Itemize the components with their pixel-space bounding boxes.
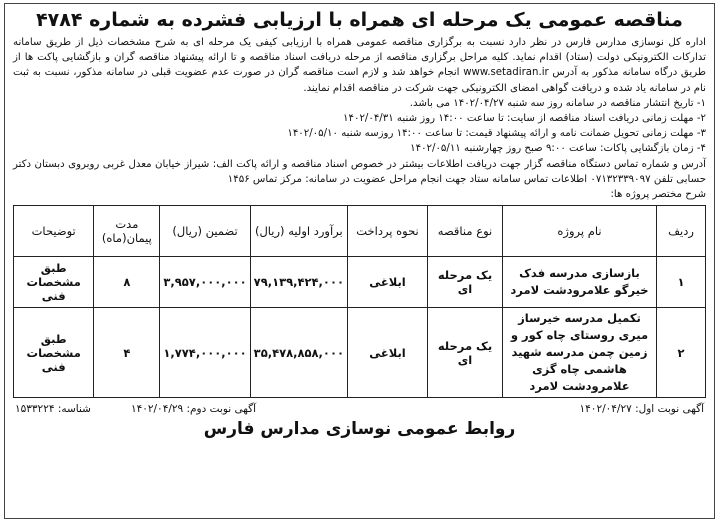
table-header-row [14,206,706,257]
cell-tender-type: یک مرحله ای [428,257,503,308]
header-estimate: برآورد اولیه (ریال) [250,206,347,257]
cell-project: تکمیل مدرسه خیرساز میری روستای چاه کور و زمین چمن مدرسه شهید هاشمی چاه گزی علامرودشت لامرد [503,308,657,398]
schedule-item: ۲- مهلت زمانی دریافت اسناد مناقصه از سایت: تا ساعت ۱۴:۰۰ روز شنبه ۱۴۰۲/۰۴/۳۱ [343,113,706,125]
table-row [14,308,706,398]
signature: روابط عمومی نوسازی مدارس فارس [203,419,516,440]
schedule-list [13,96,706,157]
cell-estimate: ۳۵,۴۷۸,۸۵۸,۰۰۰ [250,308,347,398]
footer-left-group [15,403,256,415]
cell-row-no: ۱ [657,257,706,308]
header-row-no: ردیف [657,206,706,257]
schedule-item: ۱- تاریخ انتشار مناقصه در سامانه روز سه شنبه ۱۴۰۲/۰۴/۲۷ می باشد. [409,97,706,109]
notice-title: مناقصه عمومی یک مرحله ای همراه با ارزیابی فشرده به شماره ۴۷۸۴ [36,9,683,31]
schedule-item: ۳- مهلت زمانی تحویل ضمانت نامه و ارائه پیشنهاد قیمت: تا ساعت ۱۴:۰۰ روزسه شنبه ۱۴۰۲/۰۵/۱۰ [287,128,706,140]
cell-payment: ابلاغی [348,257,428,308]
schedule-item: ۴- زمان بازگشایی پاکات: ساعت ۹:۰۰ صبح روز چهارشنبه ۱۴۰۲/۰۵/۱۱ [410,143,706,155]
summary-heading: شرح مختصر پروژه ها: [610,189,706,201]
tender-notice [4,3,715,519]
table-row [14,257,706,308]
header-guarantee: تضمین (ریال) [160,206,250,257]
cell-duration: ۴ [94,308,160,398]
ad-footer [13,403,706,415]
cell-payment: ابلاغی [348,308,428,398]
second-ad-date: آگهی نوبت دوم: ۱۴۰۲/۰۴/۲۹ [130,403,257,416]
cell-notes: طبق مشخصات فنی [14,308,94,398]
first-ad-date: آگهی نوبت اول: ۱۴۰۲/۰۴/۲۷ [579,403,704,416]
header-duration: مدت پیمان(ماه) [94,206,160,257]
projects-table [13,205,706,398]
header-project: نام پروژه [503,206,657,257]
cell-project: بازسازی مدرسه فدک خیرگو علامرودشت لامرد [503,257,657,308]
cell-notes: طبق مشخصات فنی [14,257,94,308]
cell-estimate: ۷۹,۱۳۹,۴۲۴,۰۰۰ [250,257,347,308]
header-tender-type: نوع مناقصه [428,206,503,257]
header-payment: نحوه پرداخت [348,206,428,257]
cell-tender-type: یک مرحله ای [428,308,503,398]
header-notes: توضیحات [14,206,94,257]
cell-guarantee: ۱,۷۷۴,۰۰۰,۰۰۰ [160,308,250,398]
contact-paragraph: آدرس و شماره تماس دستگاه مناقصه گزار جهت دریافت اطلاعات بیشتر در خصوص اسناد مناقصه و ارائه پاکت الف: شیراز خیابان معدل غربی روبروی دبستان دکتر حسابی تلفن ۰۷۱۳۲۳۳۹۰۹۷ اطلاعات تماس سامانه ستاد جهت انجام مراحل عضویت در سامانه: مرکز تماس ۱۴۵۶ [13,158,706,185]
cell-row-no: ۲ [657,308,706,398]
intro-paragraph: اداره کل نوسازی مدارس فارس در نظر دارد نسبت به برگزاری مناقصه عمومی همراه با ارزیابی کیفی یک مرحله ای به شرح مشخصات ذیل از طریق سامانه تدارکات الکترونیکی دولت (ستاد) اقدام نماید. کلیه مراحل برگزاری مناقصه از مرحله دریافت اسناد مناقصه و تا ارائه پیشنهاد مناقصه گران و بازگشایی پاکت ها از طریق درگاه سامانه مذکور به آدرس www.setadiran.ir انجام خواهد شد و لازم است مناقصه گران در صورت عدم عضویت قبلی در سامانه مذکور، نسبت به ثبت نام در سامانه یاد شده و دریافت گواهی امضای الکترونیکی جهت شرکت در مناقصه اقدام نمایند. [13,37,706,94]
notice-id: شناسه: ۱۵۳۳۲۲۴ [15,403,91,416]
cell-guarantee: ۳,۹۵۷,۰۰۰,۰۰۰ [160,257,250,308]
cell-duration: ۸ [94,257,160,308]
